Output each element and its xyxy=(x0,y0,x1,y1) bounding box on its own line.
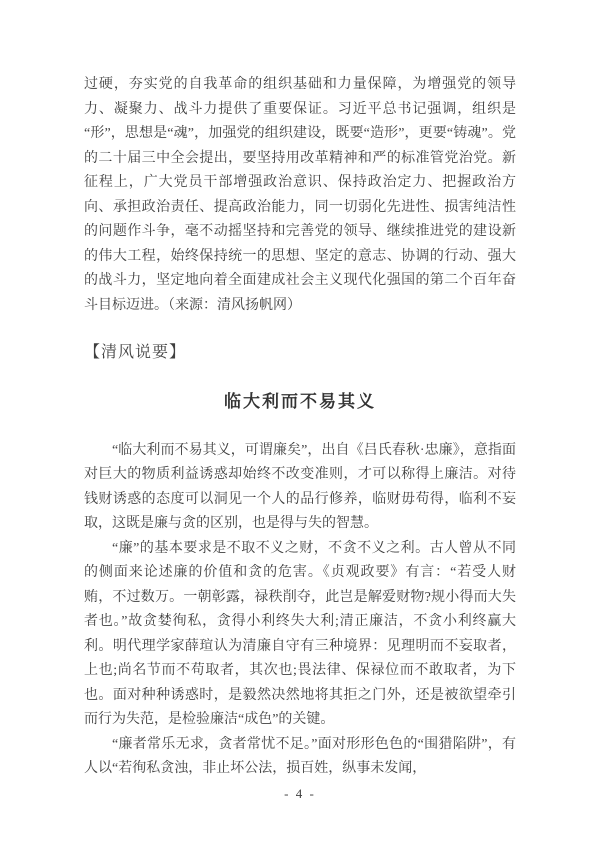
paragraph-continued: 过硬，夯实党的自我革命的组织基础和力量保障，为增强党的领导力、凝聚力、战斗力提供了重要保证。习近平总书记强调，组织是“形”，思想是“魂”，加强党的组织建设，既要“造形”，更要“铸魂”。党的二十届三中全会提出，要坚持用改革精神和严的标准管党治党。新征程上，广大党员干部增强政治意识、保持政治定力、把握政治方向、承担政治责任、提高政治能力，同一切弱化先进性、损害纯洁性的问题作斗争，毫不动摇坚持和完善党的领导、继续推进党的建设新的伟大工程，始终保持统一的思想、坚定的意志、协调的行动、强大的战斗力，坚定地向着全面建成社会主义现代化强国的第二个百年奋斗目标迈进。（来源：清风扬帆网） xyxy=(84,77,516,313)
page-number: - 4 - xyxy=(284,786,316,801)
paragraph-1: “临大利而不易其义，可谓廉矣”，出自《吕氏春秋·忠廉》，意指面对巨大的物质利益诱惑却始终不改变准则，才可以称得上廉洁。对待钱财诱惑的态度可以洞见一个人的品行修养，临财毋苟得，临利不妄取，这既是廉与贪的区别，也是得与失的智慧。 xyxy=(84,442,516,531)
paragraph-3: “廉者常乐无求，贪者常忧不足。”面对形形色色的“围猎陷阱”，有人以“若徇私贪浊，非止坏公法，损百姓，纵事未发闻， xyxy=(84,736,516,776)
page-content xyxy=(84,0,516,782)
section-label: 【清风说要】 xyxy=(84,344,187,361)
article-title: 临大利而不易其义 xyxy=(224,391,376,411)
paragraph-2: “廉”的基本要求是不取不义之财，不贪不义之利。古人曾从不同的侧面来论述廉的价值和贪的危害。《贞观政要》有言：“若受人财贿，不过数万。一朝彰露，禄秩削夺，此岂是解爱财物?规小得而大失者也。”故贪婪徇私，贪得小利终失大利;清正廉洁，不贪小利终赢大利。明代理学家薛瑄认为清廉自守有三种境界：见理明而不妄取者，上也;尚名节而不苟取者，其次也;畏法律、保禄位而不敢取者，为下也。面对种种诱惑时，是毅然决然地将其拒之门外，还是被欲望牵引而行为失范，是检验廉洁“成色”的关键。 xyxy=(84,540,516,727)
